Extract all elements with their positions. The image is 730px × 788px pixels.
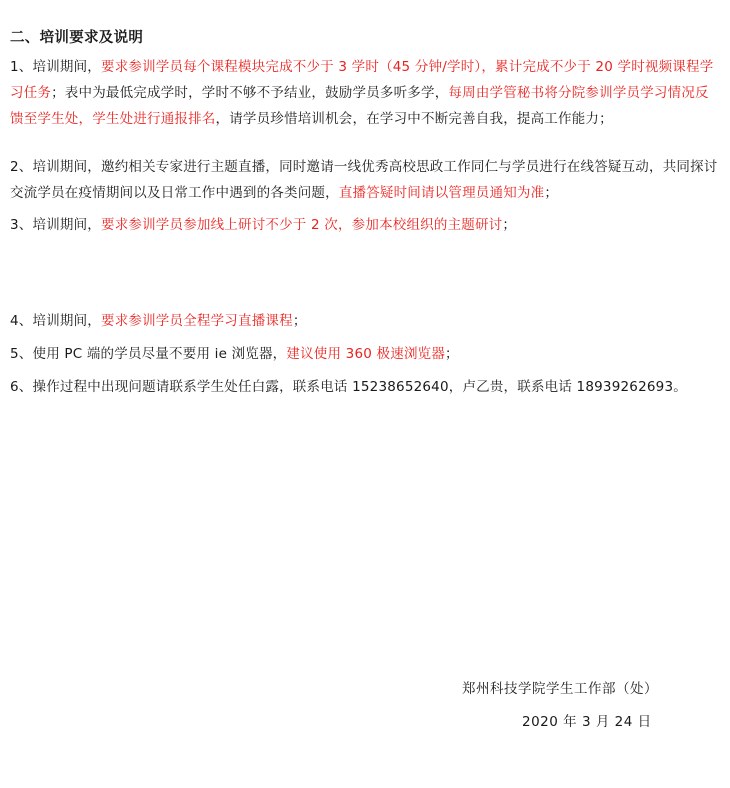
- issue-date: 2020 年 3 月 24 日: [522, 714, 652, 730]
- body-text: 5、使用 PC 端的学员尽量不要用 ie 浏览器，: [10, 346, 287, 362]
- issuing-organization: 郑州科技学院学生工作部（处）: [462, 681, 658, 697]
- body-text: ；: [445, 346, 459, 362]
- requirement-item-5: [10, 341, 722, 367]
- highlighted-text: 要求参训学员参加线上研讨不少于 2 次，参加本校组织的主题研讨: [101, 217, 503, 233]
- requirement-item-1: [10, 54, 722, 132]
- highlighted-text: 直播答疑时间请以管理员通知为准: [338, 185, 545, 201]
- body-text: ；: [502, 217, 517, 233]
- requirement-item-4: [10, 308, 722, 334]
- body-text: 1、培训期间，: [10, 59, 101, 75]
- body-text: ；: [544, 185, 559, 201]
- requirement-item-2: [10, 154, 722, 206]
- highlighted-text: 要求参训学员全程学习直播课程: [101, 313, 293, 329]
- body-text: ；: [292, 313, 307, 329]
- highlighted-text: 建议使用 360 极速浏览器: [286, 346, 446, 362]
- body-text: 2、培训期间，邀约相关专家进行主题直播，同时邀请一线优秀高校思政工作同仁与学员进行在线答疑互动，共同探讨交流学员在疫情期间以及日常工作中遇到的各类问题，: [10, 159, 718, 201]
- body-text: ；表中为最低完成学时，学时不够不予结业，鼓励学员多听多学，: [51, 85, 449, 101]
- highlighted-text: 每周由学管秘书将分院参训学员学习情况反馈至学生处，学生处进行通报排名: [10, 85, 709, 127]
- requirement-item-3: [10, 212, 722, 238]
- highlighted-text: 要求参训学员每个课程模块完成不少于 3 学时（45 分钟/学时），累计完成不少于 20 学时视频课程学习任务: [10, 59, 714, 101]
- body-text: 4、培训期间，: [10, 313, 101, 329]
- body-text: ，请学员珍惜培训机会，在学习中不断完善自我，提高工作能力；: [215, 111, 613, 127]
- body-text: 3、培训期间，: [10, 217, 101, 233]
- requirement-item-6: [10, 374, 722, 400]
- body-text: 6、操作过程中出现问题请联系学生处任白露，联系电话 15238652640，卢乙贵，联系电话 18939262693。: [10, 379, 687, 395]
- section-heading: 二、培训要求及说明: [10, 30, 144, 46]
